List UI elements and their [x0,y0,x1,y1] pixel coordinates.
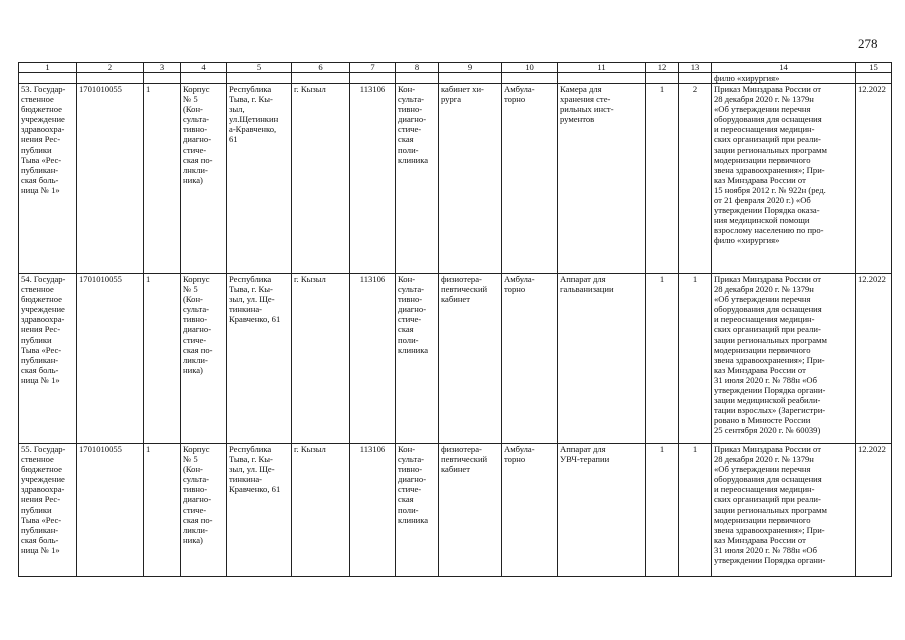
department-cell: Кон- сульта- тивно- диагно- стиче- ская поли- клиника [396,84,439,274]
code-cell: 1701010055 [77,444,144,577]
table-cell [77,73,144,84]
table-row [19,84,892,274]
table-cell [292,73,350,84]
room-cell: физиотера- певтический кабинет [439,274,502,444]
quantity-cell: 1 [679,274,712,444]
address-cell: Республика Тыва, г. Кы- зыл, ул.Щетинкин а-Кравченко, 61 [227,84,292,274]
column-number: 4 [181,63,227,73]
equipment-table [18,62,892,577]
address-cell: Республика Тыва, г. Кы- зыл, ул. Ще- тинкина- Кравченко, 61 [227,444,292,577]
column-number: 10 [502,63,558,73]
legal-basis-cell: Приказ Минздрава России от 28 декабря 2020 г. № 1379н «Об утверждении перечня оборудования для оснащения и переоснащения медицин- ских организаций при реали- зации региональных программ модернизации первичного звена здравоохранения»; При- каз Минздрава России от 15 ноября 2012 г. № 922н (ред. от 21 февраля 2020 г.) «Об утверждении Порядка оказа- ния медицинской помощи взрослому населению по про- филю «хирургия» [712,84,856,274]
column-number: 14 [712,63,856,73]
structure-code-cell: 113106 [350,84,396,274]
table-cell [558,73,646,84]
department-cell: Кон- сульта- тивно- диагно- стиче- ская поли- клиника [396,444,439,577]
quantity-cell: 1 [646,274,679,444]
column-number-row [19,63,892,73]
table-cell [144,73,181,84]
column-number: 12 [646,63,679,73]
table-cell [227,73,292,84]
date-cell: 12.2022 [856,444,892,577]
structure-code-cell: 113106 [350,444,396,577]
number-cell: 1 [144,84,181,274]
table-row [19,444,892,577]
column-number: 6 [292,63,350,73]
code-cell: 1701010055 [77,84,144,274]
date-cell: 12.2022 [856,274,892,444]
building-cell: Корпус № 5 (Кон- сульта- тивно- диагно- стиче- ская по- ликли- ника) [181,444,227,577]
room-cell: физиотера- певтический кабинет [439,444,502,577]
address-cell: Республика Тыва, г. Кы- зыл, ул. Ще- тинкина- Кравченко, 61 [227,274,292,444]
quantity-cell: 1 [646,84,679,274]
organization-cell: 53. Государ- ственное бюджетное учреждение здравоохра- нения Рес- публики Тыва «Рес- публикан- ская боль- ница № 1» [19,84,77,274]
organization-cell: 55. Государ- ственное бюджетное учреждение здравоохра- нения Рес- публики Тыва «Рес- публикан- ская боль- ница № 1» [19,444,77,577]
table-cell [646,73,679,84]
column-number: 15 [856,63,892,73]
page-number: 278 [858,36,878,51]
number-cell: 1 [144,444,181,577]
legal-basis-cell: филю «хирургия» [712,73,856,84]
column-number: 3 [144,63,181,73]
column-number: 13 [679,63,712,73]
equipment-cell: Камера для хранения сте- рильных инст- рументов [558,84,646,274]
continuation-row [19,73,892,84]
table-cell [679,73,712,84]
column-number: 7 [350,63,396,73]
legal-basis-cell: Приказ Минздрава России от 28 декабря 2020 г. № 1379н «Об утверждении перечня оборудования для оснащения и переоснащения медицин- ских организаций при реали- зации региональных программ модернизации первичного звена здравоохранения»; При- каз Минздрава России от 31 июля 2020 г. № 788н «Об утверждении Порядка органи- зации медицинской реабили- тации взрослых» (Зарегистри- ровано в Минюсте России 25 сентября 2020 г. № 60039) [712,274,856,444]
quantity-cell: 1 [679,444,712,577]
table-row [19,274,892,444]
number-cell: 1 [144,274,181,444]
column-number: 5 [227,63,292,73]
column-number: 1 [19,63,77,73]
equipment-cell: Аппарат для УВЧ-терапии [558,444,646,577]
table-cell [856,73,892,84]
column-number: 9 [439,63,502,73]
table-cell [19,73,77,84]
code-cell: 1701010055 [77,274,144,444]
equipment-cell: Аппарат для гальванизации [558,274,646,444]
department-cell: Кон- сульта- тивно- диагно- стиче- ская поли- клиника [396,274,439,444]
quantity-cell: 1 [646,444,679,577]
building-cell: Корпус № 5 (Кон- сульта- тивно- диагно- стиче- ская по- лнкли- ника) [181,84,227,274]
building-cell: Корпус № 5 (Кон- сульта- тивно- диагно- стиче- ская по- ликли- ника) [181,274,227,444]
city-cell: г. Кызыл [292,274,350,444]
city-cell: г. Кызыл [292,444,350,577]
date-cell: 12.2022 [856,84,892,274]
city-cell: г. Кызыл [292,84,350,274]
table-cell [350,73,396,84]
column-number: 8 [396,63,439,73]
table-cell [396,73,439,84]
table-cell [502,73,558,84]
column-number: 11 [558,63,646,73]
care-condition-cell: Амбула- торно [502,84,558,274]
table-cell [439,73,502,84]
care-condition-cell: Амбула- торно [502,274,558,444]
structure-code-cell: 113106 [350,274,396,444]
column-number: 2 [77,63,144,73]
room-cell: кабинет хи- рурга [439,84,502,274]
organization-cell: 54. Государ- ственное бюджетное учреждение здравоохра- нения Рес- публики Тыва «Рес- публикан- ская боль- ница № 1» [19,274,77,444]
legal-basis-cell: Приказ Минздрава России от 28 декабря 2020 г. № 1379н «Об утверждении перечня оборудования для оснащения и переоснащения медицин- ских организаций при реали- зации региональных программ модернизации первичного звена здравоохранения»; При- каз Минздрава России от 31 июля 2020 г. № 788н «Об утверждении Порядка органи- [712,444,856,577]
care-condition-cell: Амбула- торно [502,444,558,577]
table-cell [181,73,227,84]
quantity-cell: 2 [679,84,712,274]
